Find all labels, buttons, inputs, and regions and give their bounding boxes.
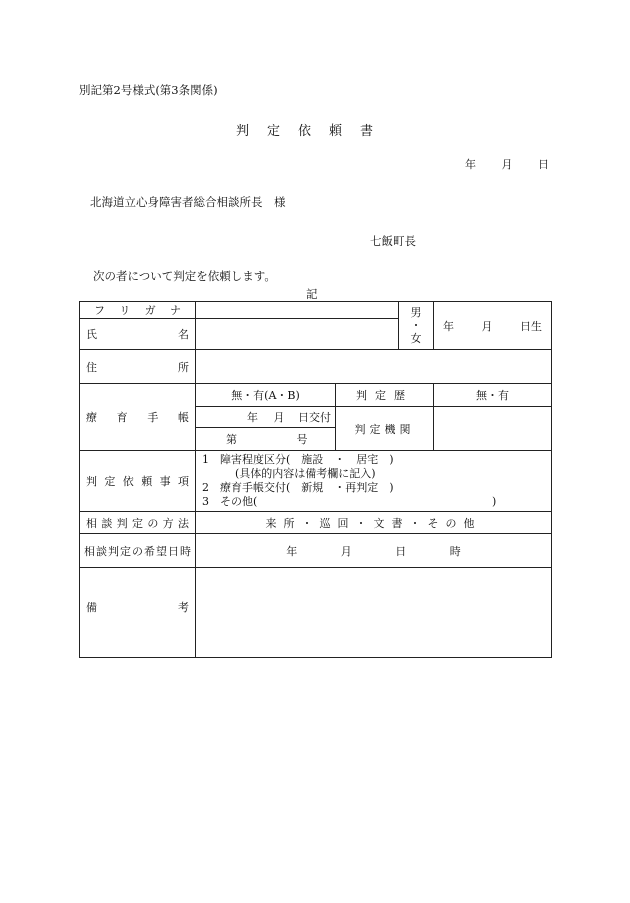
sex-selector[interactable] <box>399 302 434 350</box>
issue-month: 月 <box>273 411 285 424</box>
birth-date-field[interactable] <box>434 302 552 350</box>
method-label: 相談判定の方法 <box>80 512 196 534</box>
furigana-label: フ リ ガ ナ <box>80 302 196 319</box>
furigana-row <box>80 302 552 319</box>
hantei-reki-label: 判定歴 <box>336 384 434 407</box>
desired-date-field[interactable] <box>196 534 552 568</box>
date-year: 年 <box>465 158 476 171</box>
request-items-row <box>80 451 552 512</box>
ryoiku-label: 療育手帳 <box>80 384 196 451</box>
request-form-table <box>79 301 552 658</box>
hantei-reki-value[interactable]: 無・有 <box>434 384 552 407</box>
number-suffix: 号 <box>296 433 308 446</box>
request-items-label: 判定依頼事項 <box>80 451 196 512</box>
request-item-2[interactable]: 2 療育手帳交付( 新規 ・再判定 ) <box>202 481 394 494</box>
address-row <box>80 350 552 384</box>
ki-mark: 記 <box>306 287 318 301</box>
request-item-1[interactable]: 1 障害程度区分( 施設 ・ 居宅 ) <box>202 453 394 466</box>
name-label: 氏名 <box>80 319 196 350</box>
name-field[interactable] <box>196 319 399 350</box>
document-title: 判定依頼書 <box>236 124 392 139</box>
remarks-label: 備考 <box>80 568 196 658</box>
address-field[interactable] <box>196 350 552 384</box>
remarks-row <box>80 568 552 658</box>
desired-date-label: 相談判定の希望日時 <box>80 534 196 568</box>
addressee: 北海道立心身障害者総合相談所長 様 <box>90 195 286 209</box>
request-item-1-note: (具体的内容は備考欄に記入) <box>202 467 376 480</box>
ryoiku-status[interactable]: 無・有(A・B) <box>196 384 336 407</box>
form-number: 別記第2号様式(第3条関係) <box>79 83 218 97</box>
date-day: 日 <box>538 158 549 171</box>
address-label: 住所 <box>80 350 196 384</box>
request-item-3[interactable] <box>202 495 545 509</box>
birth-suffix: 日生 <box>520 319 543 333</box>
hantei-kikan-label: 判定機関 <box>336 407 434 451</box>
desired-month: 月 <box>340 544 352 558</box>
ryoiku-row-1 <box>80 384 552 407</box>
furigana-field[interactable] <box>196 302 399 319</box>
techo-number-field[interactable] <box>196 428 336 451</box>
request-items[interactable] <box>196 451 552 512</box>
hantei-kikan-field[interactable] <box>434 407 552 451</box>
sender: 七飯町長 <box>370 234 416 248</box>
desired-year: 年 <box>286 544 298 558</box>
request-item-3-text: 3 その他( <box>202 495 258 508</box>
remarks-field[interactable] <box>196 568 552 658</box>
desired-hour: 時 <box>449 544 461 558</box>
issue-date-field[interactable] <box>196 407 336 428</box>
desired-day: 日 <box>395 544 407 558</box>
issue-suffix: 日交付 <box>298 411 331 424</box>
sex-male[interactable]: 男 <box>410 306 422 319</box>
sex-dot: ・ <box>410 319 422 332</box>
issue-year: 年 <box>247 411 258 424</box>
sex-female[interactable]: 女 <box>410 332 422 345</box>
birth-month: 月 <box>481 319 493 333</box>
request-item-3-close: ) <box>492 495 497 508</box>
date-line <box>465 156 549 172</box>
request-text: 次の者について判定を依頼します。 <box>93 269 276 283</box>
date-month: 月 <box>501 158 513 171</box>
birth-year: 年 <box>443 319 455 333</box>
desired-date-row <box>80 534 552 568</box>
method-options[interactable]: 来所・巡回・文書・その他 <box>196 512 552 534</box>
method-row <box>80 512 552 534</box>
number-prefix: 第 <box>226 433 237 446</box>
